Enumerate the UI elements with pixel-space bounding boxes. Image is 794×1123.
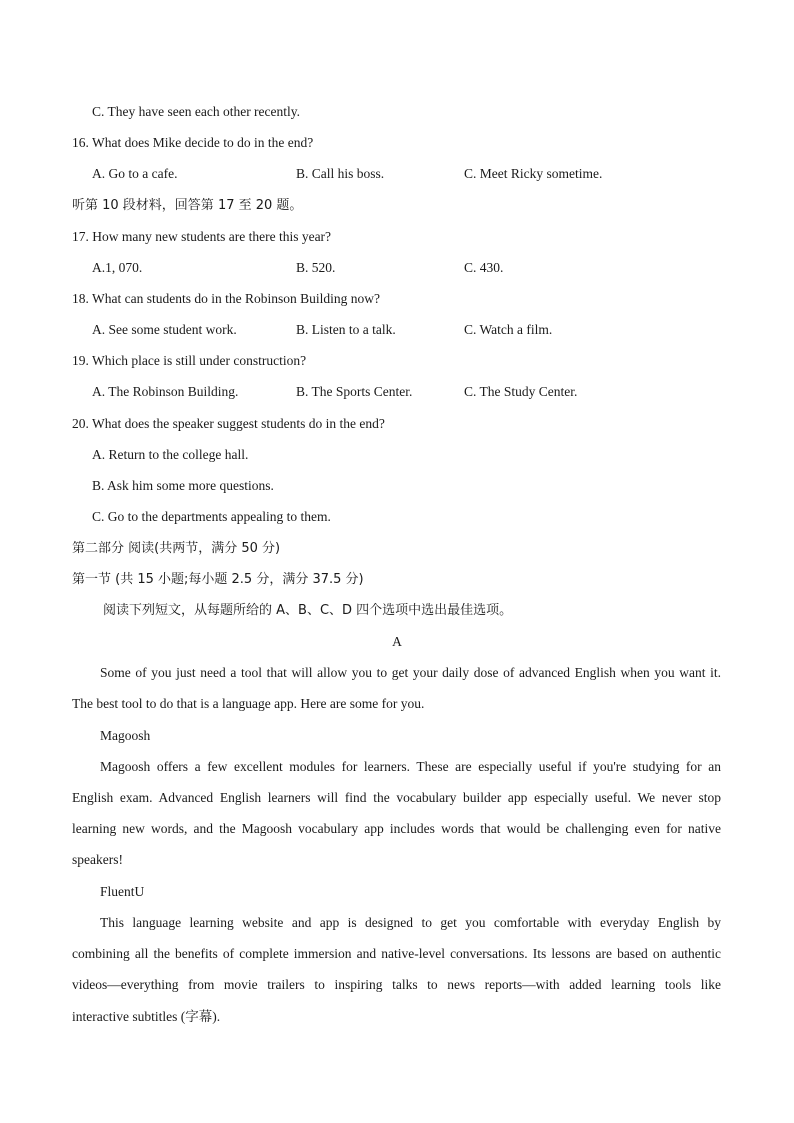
q17-option-a: A.1, 070. — [92, 260, 143, 275]
fluentu-line-4: interactive subtitles (字幕). — [72, 1009, 221, 1024]
intro-line-1: Some of you just need a tool that will allow you to get your daily dose of advanced English when you want it. — [100, 665, 721, 680]
q18-option-c: C. Watch a film. — [464, 322, 553, 337]
q19-stem: 19. Which place is still under construction? — [72, 353, 307, 368]
fluentu-line-3: videos—everything from movie trailers to inspiring talks to news reports—with added learning tools like — [72, 977, 721, 992]
magoosh-line-2: English exam. Advanced English learners will find the vocabulary builder app especially useful. We never stop — [72, 790, 721, 805]
q16-option-a: A. Go to a cafe. — [92, 166, 178, 181]
fluentu-line-1: This language learning website and app is designed to get you comfortable with everyday English by — [100, 915, 721, 930]
reading-instruction: 阅读下列短文，从每题所给的 A、B、C、D 四个选项中选出最佳选项。 — [103, 603, 513, 618]
fluentu-line-2: combining all the benefits of complete immersion and native-level conversations. Its lessons are based on authentic — [72, 946, 721, 961]
magoosh-line-3: learning new words, and the Magoosh vocabulary app includes words that would be challenging even for native — [72, 821, 721, 836]
q17-option-b: B. 520. — [296, 260, 336, 275]
q19-option-a: A. The Robinson Building. — [92, 384, 239, 399]
part2-heading: 第二部分 阅读(共两节，满分 50 分) — [72, 541, 281, 556]
listening-instruction: 听第 10 段材料，回答第 17 至 20 题。 — [72, 198, 303, 213]
q18-stem: 18. What can students do in the Robinson Building now? — [72, 291, 380, 306]
fluentu-title: FluentU — [100, 884, 145, 899]
q19-option-b: B. The Sports Center. — [296, 384, 413, 399]
q17-option-c: C. 430. — [464, 260, 504, 275]
q18-option-a: A. See some student work. — [92, 322, 237, 337]
magoosh-line-4: speakers! — [72, 852, 123, 867]
q20-option-b: B. Ask him some more questions. — [92, 478, 274, 493]
q19-option-c: C. The Study Center. — [464, 384, 578, 399]
q17-stem: 17. How many new students are there this year? — [72, 229, 332, 244]
q20-option-a: A. Return to the college hall. — [92, 447, 249, 462]
q20-stem: 20. What does the speaker suggest students do in the end? — [72, 416, 385, 431]
q16-option-c: C. Meet Ricky sometime. — [464, 166, 603, 181]
q16-option-b: B. Call his boss. — [296, 166, 385, 181]
q20-option-c: C. Go to the departments appealing to them. — [92, 509, 331, 524]
passage-label: A — [392, 634, 402, 649]
q16-stem: 16. What does Mike decide to do in the end? — [72, 135, 314, 150]
q15-option-c: C. They have seen each other recently. — [92, 104, 301, 119]
q18-option-b: B. Listen to a talk. — [296, 322, 396, 337]
magoosh-line-1: Magoosh offers a few excellent modules for learners. These are especially useful if you're studying for an — [100, 759, 721, 774]
magoosh-title: Magoosh — [100, 728, 151, 743]
section1-heading: 第一节 (共 15 小题;每小题 2.5 分，满分 37.5 分) — [72, 572, 364, 587]
intro-line-2: The best tool to do that is a language app. Here are some for you. — [72, 696, 425, 711]
